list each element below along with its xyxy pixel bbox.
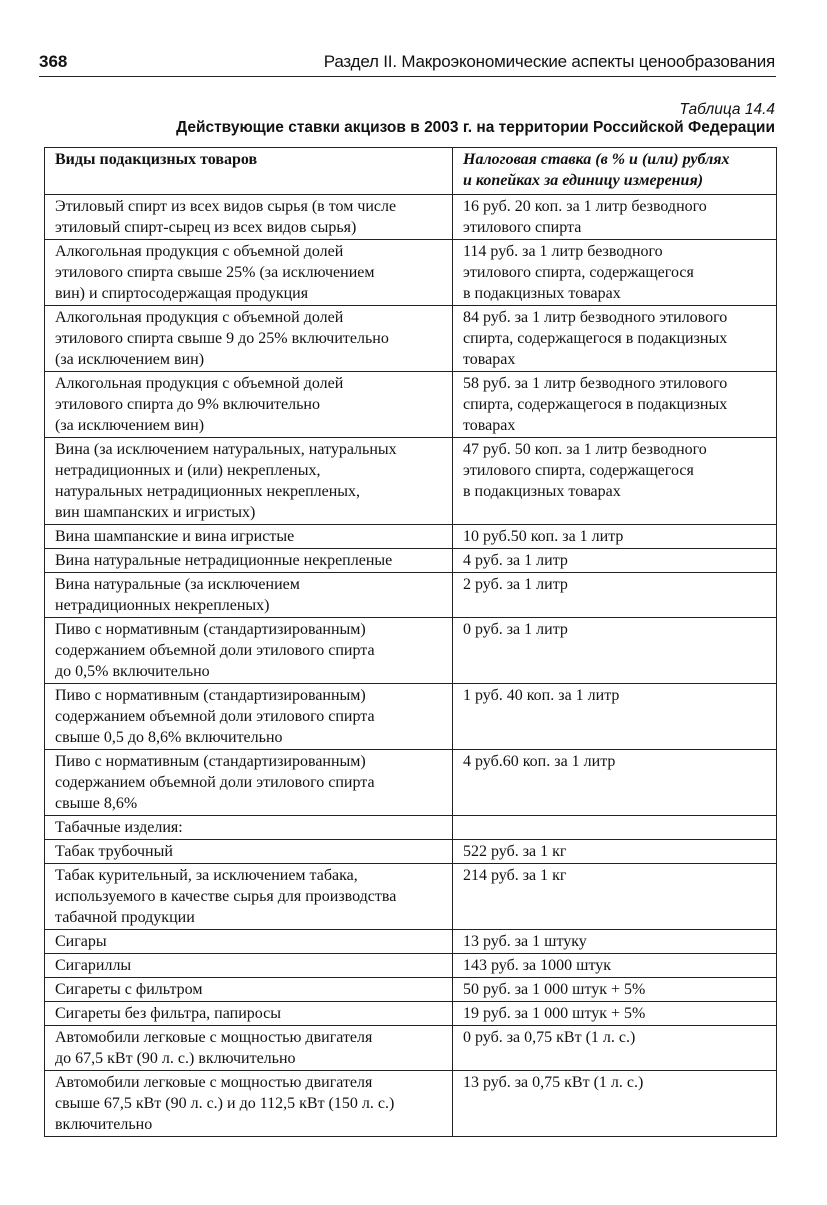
- rate-cell: 2 руб. за 1 литр: [453, 573, 777, 618]
- rate-cell: 50 руб. за 1 000 штук + 5%: [453, 978, 777, 1002]
- table-row: [45, 978, 777, 1002]
- goods-cell: Сигары: [45, 930, 453, 954]
- table-row: [45, 549, 777, 573]
- rate-cell: 214 руб. за 1 кг: [453, 864, 777, 930]
- goods-cell: Этиловый спирт из всех видов сырья (в том числе этиловый спирт-сырец из всех видов сырья): [45, 195, 453, 240]
- rate-cell: 13 руб. за 0,75 кВт (1 л. с.): [453, 1071, 777, 1137]
- goods-cell: Вина шампанские и вина игристые: [45, 525, 453, 549]
- rate-cell: [453, 816, 777, 840]
- table-row: [45, 573, 777, 618]
- running-head: Раздел II. Макроэкономические аспекты ценообразования: [323, 52, 775, 71]
- rate-cell: 1 руб. 40 коп. за 1 литр: [453, 684, 777, 750]
- goods-cell: Пиво с нормативным (стандартизированным) содержанием объемной доли этилового спирта свыше 8,6%: [45, 750, 453, 816]
- table-row: [45, 1026, 777, 1071]
- goods-cell: Алкогольная продукция с объемной долей этилового спирта до 9% включительно (за исключением вин): [45, 372, 453, 438]
- goods-cell: Табачные изделия:: [45, 816, 453, 840]
- table-row: [45, 684, 777, 750]
- table-row: [45, 1071, 777, 1137]
- rate-cell: 84 руб. за 1 литр безводного этилового спирта, содержащегося в подакцизных товарах: [453, 306, 777, 372]
- goods-cell: Табак курительный, за исключением табака, используемого в качестве сырья для производства табачной продукции: [45, 864, 453, 930]
- rate-cell: 16 руб. 20 коп. за 1 литр безводного этилового спирта: [453, 195, 777, 240]
- table-row: [45, 240, 777, 306]
- table-row: [45, 195, 777, 240]
- goods-cell: Сигареты без фильтра, папиросы: [45, 1002, 453, 1026]
- table-row: [45, 372, 777, 438]
- table-row: [45, 1002, 777, 1026]
- rate-cell: 0 руб. за 0,75 кВт (1 л. с.): [453, 1026, 777, 1071]
- rate-cell: 47 руб. 50 коп. за 1 литр безводного этилового спирта, содержащегося в подакцизных товарах: [453, 438, 777, 525]
- rate-cell: 143 руб. за 1000 штук: [453, 954, 777, 978]
- goods-cell: Сигареты с фильтром: [45, 978, 453, 1002]
- rate-cell: 114 руб. за 1 литр безводного этилового спирта, содержащегося в подакцизных товарах: [453, 240, 777, 306]
- table-row: [45, 438, 777, 525]
- goods-cell: Автомобили легковые с мощностью двигателя свыше 67,5 кВт (90 л. с.) и до 112,5 кВт (150 л. с.) включительно: [45, 1071, 453, 1137]
- table-row: [45, 954, 777, 978]
- goods-cell: Табак трубочный: [45, 840, 453, 864]
- rate-cell: 13 руб. за 1 штуку: [453, 930, 777, 954]
- goods-cell: Вина натуральные (за исключением нетрадиционных некрепленых): [45, 573, 453, 618]
- rate-cell: 522 руб. за 1 кг: [453, 840, 777, 864]
- column-header-rate: Налоговая ставка (в % и (или) рублях и копейках за единицу измерения): [453, 148, 777, 195]
- goods-cell: Пиво с нормативным (стандартизированным) содержанием объемной доли этилового спирта до 0,5% включительно: [45, 618, 453, 684]
- table-title: Действующие ставки акцизов в 2003 г. на территории Российской Федерации: [176, 119, 775, 136]
- table-header-row: [45, 148, 777, 195]
- goods-cell: Пиво с нормативным (стандартизированным) содержанием объемной доли этилового спирта свыше 0,5 до 8,6% включительно: [45, 684, 453, 750]
- table-row: [45, 930, 777, 954]
- rate-cell: 58 руб. за 1 литр безводного этилового спирта, содержащегося в подакцизных товарах: [453, 372, 777, 438]
- excise-rates-table: [44, 147, 777, 1137]
- rate-cell: 19 руб. за 1 000 штук + 5%: [453, 1002, 777, 1026]
- table-row: [45, 306, 777, 372]
- table-row: [45, 864, 777, 930]
- goods-cell: Алкогольная продукция с объемной долей этилового спирта свыше 9 до 25% включительно (за исключением вин): [45, 306, 453, 372]
- goods-cell: Алкогольная продукция с объемной долей этилового спирта свыше 25% (за исключением вин) и спиртосодержащая продукция: [45, 240, 453, 306]
- rate-cell: 10 руб.50 коп. за 1 литр: [453, 525, 777, 549]
- rate-cell: 4 руб.60 коп. за 1 литр: [453, 750, 777, 816]
- table-row: [45, 618, 777, 684]
- goods-cell: Вина (за исключением натуральных, натуральных нетрадиционных и (или) некрепленых, натуральных нетрадиционных некрепленых, вин шампанских и игристых): [45, 438, 453, 525]
- goods-cell: Вина натуральные нетрадиционные некрепленые: [45, 549, 453, 573]
- header-rule: [39, 76, 776, 77]
- rate-cell: 4 руб. за 1 литр: [453, 549, 777, 573]
- goods-cell: Сигариллы: [45, 954, 453, 978]
- table-label: Таблица 14.4: [679, 101, 775, 118]
- rate-cell: 0 руб. за 1 литр: [453, 618, 777, 684]
- table-row: [45, 750, 777, 816]
- goods-cell: Автомобили легковые с мощностью двигателя до 67,5 кВт (90 л. с.) включительно: [45, 1026, 453, 1071]
- page-number: 368: [39, 52, 68, 71]
- column-header-goods: Виды подакцизных товаров: [45, 148, 453, 195]
- table-row: [45, 840, 777, 864]
- table-row: [45, 525, 777, 549]
- table-row: [45, 816, 777, 840]
